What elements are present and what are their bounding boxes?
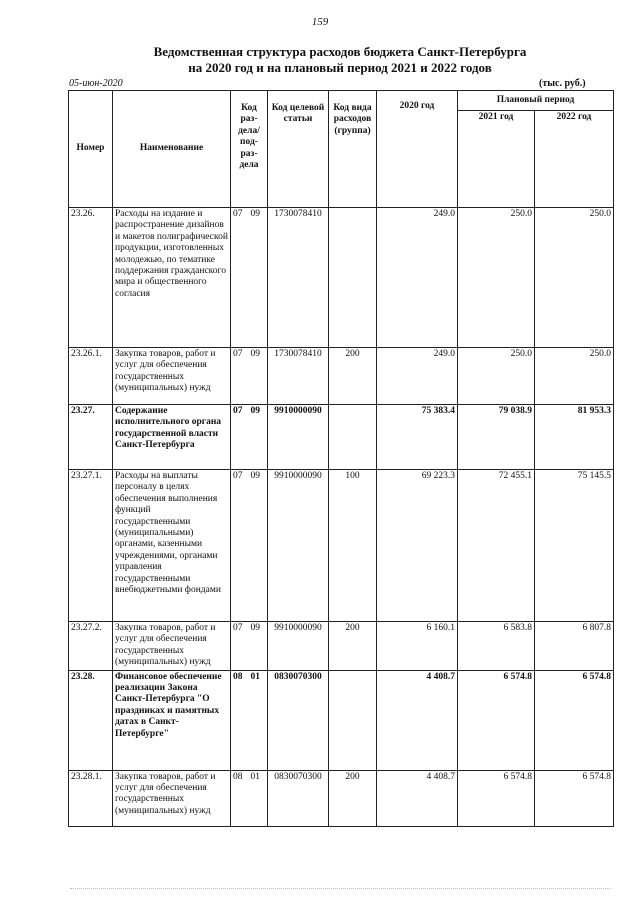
page-title <box>0 44 640 76</box>
subsection-code: 09 <box>250 623 260 633</box>
row-number: 23.26. <box>69 208 113 348</box>
row-value-2020: 69 223.3 <box>377 470 458 622</box>
row-target-code: 1730078410 <box>268 208 329 348</box>
subsection-code: 01 <box>250 671 260 682</box>
row-expense-type <box>329 405 377 470</box>
row-expense-type: 200 <box>329 770 377 826</box>
document-date: 05-июн-2020 <box>69 78 123 89</box>
row-value-2021: 250.0 <box>458 348 535 405</box>
table-body <box>69 208 614 827</box>
table-row <box>69 670 614 770</box>
row-value-2020: 4 408.7 <box>377 670 458 770</box>
table-row <box>69 405 614 470</box>
row-value-2022: 81 953.3 <box>535 405 614 470</box>
row-value-2022: 6 574.8 <box>535 770 614 826</box>
header-number: Номер <box>69 91 113 208</box>
row-target-code: 9910000090 <box>268 405 329 470</box>
row-name: Закупка товаров, работ и услуг для обеспечения государственных (муниципальных) нужд <box>113 348 231 405</box>
row-section-code <box>231 208 268 348</box>
row-name: Финансовое обеспечение реализации Закона Санкт-Петербурга "О праздниках и памятных датах в Санкт-Петербурге" <box>113 670 231 770</box>
row-name: Закупка товаров, работ и услуг для обеспечения государственных (муниципальных) нужд <box>113 622 231 671</box>
subsection-code: 09 <box>250 406 260 416</box>
section-code: 07 <box>233 471 243 481</box>
row-name: Расходы на выплаты персоналу в целях обеспечения выполнения функций государственными (муниципальными) органами, казенными учреждениями, органами управления государственными внебюджетными фондами <box>113 470 231 622</box>
row-section-code <box>231 470 268 622</box>
row-value-2022: 75 145.5 <box>535 470 614 622</box>
row-value-2020: 6 160.1 <box>377 622 458 671</box>
subsection-code: 09 <box>250 471 260 481</box>
row-name: Расходы на издание и распространение дизайнов и макетов полиграфической продукции, изготовленных молодежью, по тематике поддержания гражданского мира и общественного согласия <box>113 208 231 348</box>
row-expense-type <box>329 208 377 348</box>
row-target-code: 0830070300 <box>268 670 329 770</box>
table-row <box>69 770 614 826</box>
row-value-2020: 4 408.7 <box>377 770 458 826</box>
row-value-2022: 6 807.8 <box>535 622 614 671</box>
row-value-2022: 250.0 <box>535 208 614 348</box>
units-label: (тыс. руб.) <box>539 78 586 89</box>
row-name: Содержание исполнительного органа государственной власти Санкт-Петербурга <box>113 405 231 470</box>
row-expense-type: 100 <box>329 470 377 622</box>
section-code: 08 <box>233 771 243 782</box>
row-target-code: 1730078410 <box>268 348 329 405</box>
row-number: 23.27.2. <box>69 622 113 671</box>
row-value-2020: 249.0 <box>377 348 458 405</box>
row-section-code <box>231 770 268 826</box>
header-section-code: Код раз- дела/ под- раз- дела <box>231 91 268 208</box>
table-row <box>69 348 614 405</box>
row-value-2021: 6 574.8 <box>458 770 535 826</box>
header-target-code: Код целевой статьи <box>268 91 329 208</box>
row-target-code: 0830070300 <box>268 770 329 826</box>
section-code: 07 <box>233 406 243 416</box>
row-value-2021: 6 574.8 <box>458 670 535 770</box>
title-line-2: на 2020 год и на плановый период 2021 и 2022 годов <box>188 60 492 75</box>
row-number: 23.27.1. <box>69 470 113 622</box>
row-value-2021: 6 583.8 <box>458 622 535 671</box>
header-year-2020: 2020 год <box>377 91 458 208</box>
row-value-2022: 6 574.8 <box>535 670 614 770</box>
row-section-code <box>231 405 268 470</box>
row-expense-type: 200 <box>329 622 377 671</box>
row-section-code <box>231 348 268 405</box>
budget-table <box>68 90 614 827</box>
table-row <box>69 622 614 671</box>
header-year-2022: 2022 год <box>535 111 614 208</box>
section-code: 07 <box>233 209 243 219</box>
header-planned-period: Плановый период <box>458 91 614 111</box>
section-code: 08 <box>233 671 243 682</box>
section-code: 07 <box>233 349 243 359</box>
title-line-1: Ведомственная структура расходов бюджета Санкт-Петербурга <box>153 44 527 59</box>
table-header <box>69 91 614 208</box>
subsection-code: 09 <box>250 209 260 219</box>
row-value-2021: 72 455.1 <box>458 470 535 622</box>
row-section-code <box>231 670 268 770</box>
row-number: 23.27. <box>69 405 113 470</box>
table-row <box>69 208 614 348</box>
row-number: 23.28.1. <box>69 770 113 826</box>
row-expense-type <box>329 670 377 770</box>
header-expense-type-code: Код вида расходов (группа) <box>329 91 377 208</box>
page-bottom-edge <box>70 888 610 891</box>
row-value-2020: 75 383.4 <box>377 405 458 470</box>
row-section-code <box>231 622 268 671</box>
page-number: 159 <box>311 16 329 28</box>
row-name: Закупка товаров, работ и услуг для обеспечения государственных (муниципальных) нужд <box>113 770 231 826</box>
row-value-2021: 250.0 <box>458 208 535 348</box>
subsection-code: 01 <box>250 771 260 782</box>
table-row <box>69 470 614 622</box>
row-value-2021: 79 038.9 <box>458 405 535 470</box>
row-number: 23.26.1. <box>69 348 113 405</box>
section-code: 07 <box>233 623 243 633</box>
header-name: Наименование <box>113 91 231 208</box>
row-target-code: 9910000090 <box>268 470 329 622</box>
row-value-2022: 250.0 <box>535 348 614 405</box>
row-value-2020: 249.0 <box>377 208 458 348</box>
row-target-code: 9910000090 <box>268 622 329 671</box>
header-year-2021: 2021 год <box>458 111 535 208</box>
row-number: 23.28. <box>69 670 113 770</box>
row-expense-type: 200 <box>329 348 377 405</box>
subsection-code: 09 <box>250 349 260 359</box>
